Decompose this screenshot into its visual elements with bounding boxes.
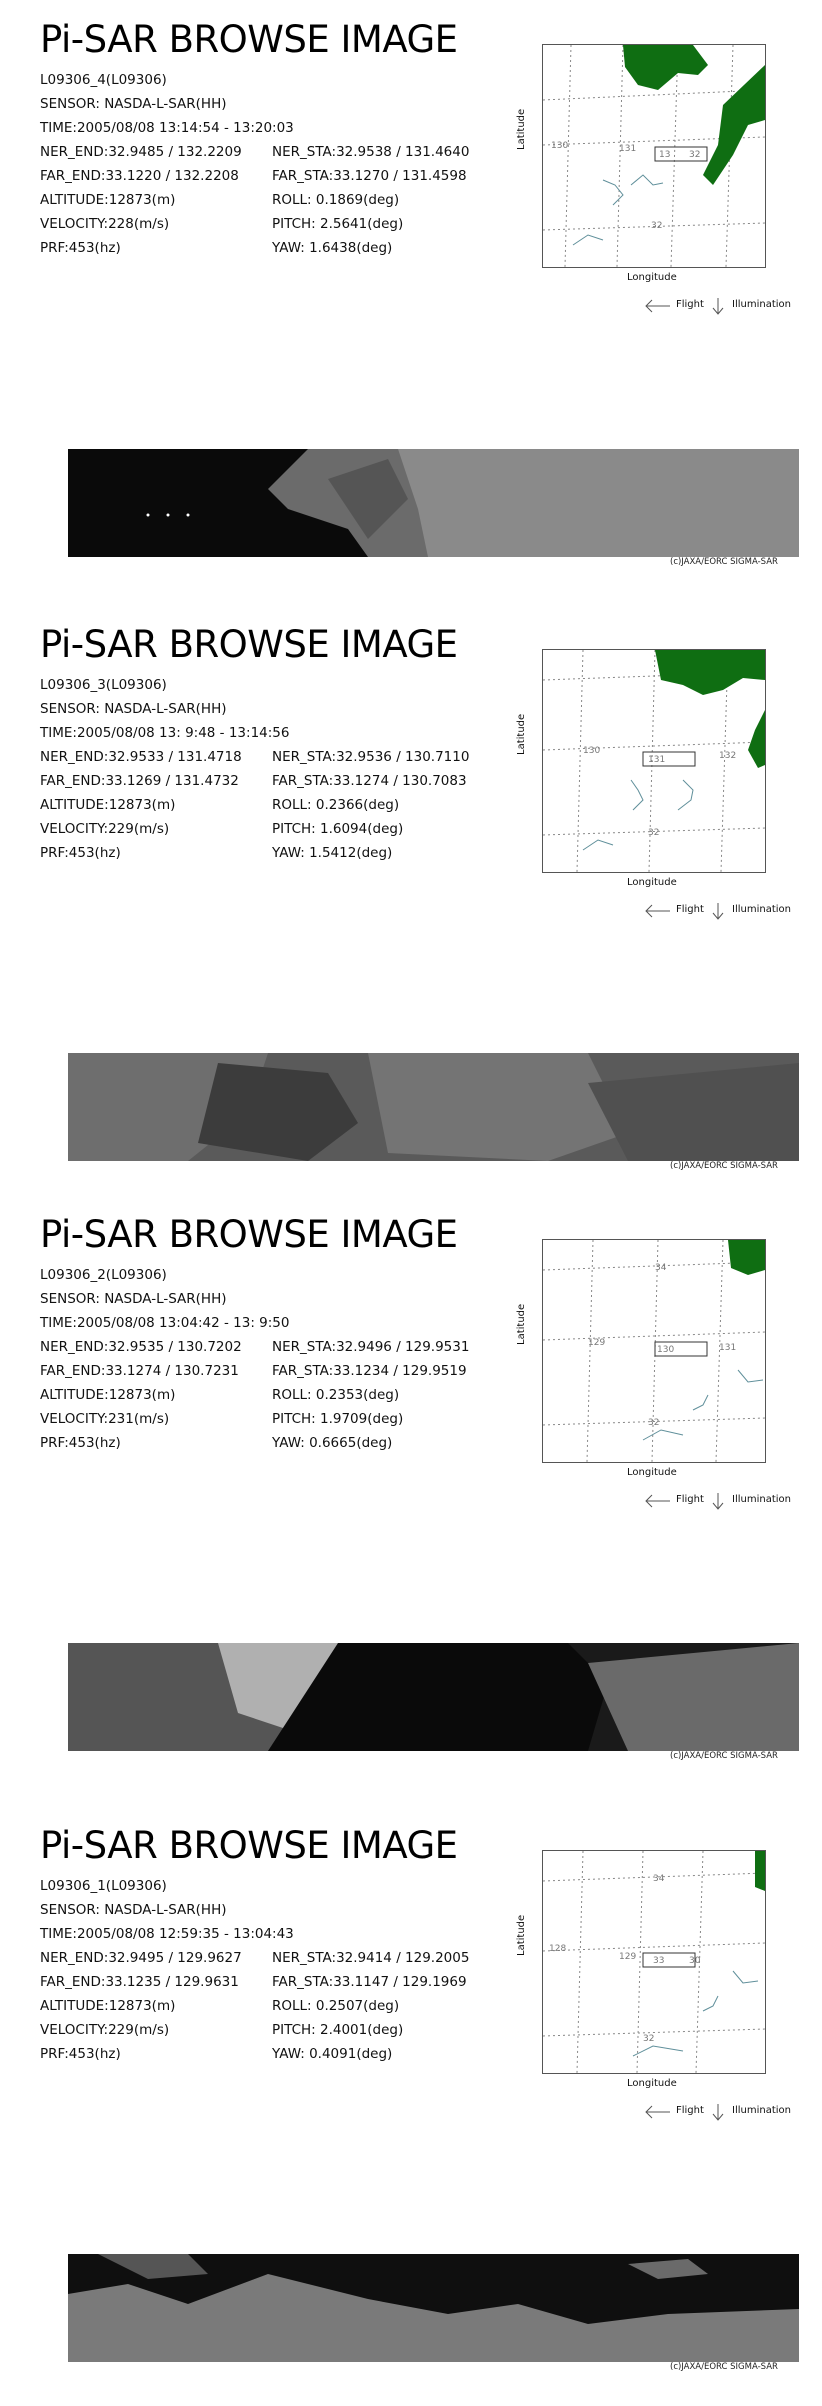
- credit-text: (c)JAXA/EORC SIGMA-SAR: [670, 2362, 778, 2372]
- location-map: [542, 1850, 766, 2074]
- illumination-label: Illumination: [732, 299, 791, 310]
- time-text: TIME:2005/08/08 13:14:54 - 13:20:03: [40, 120, 294, 136]
- arrow-down-icon: [710, 296, 726, 316]
- latitude-axis-label: Latitude: [516, 1914, 527, 1956]
- far-sta-text: FAR_STA:33.1270 / 131.4598: [272, 168, 467, 184]
- pitch-text: PITCH: 2.4001(deg): [272, 2022, 404, 2038]
- time-text: TIME:2005/08/08 12:59:35 - 13:04:43: [40, 1926, 294, 1942]
- prf-text: PRF:453(hz): [40, 240, 121, 256]
- lat-tick: 34: [655, 1263, 667, 1273]
- sar-strip-image: [68, 1643, 799, 1751]
- far-end-text: FAR_END:33.1269 / 131.4732: [40, 773, 239, 789]
- velocity-text: VELOCITY:229(m/s): [40, 2022, 170, 2038]
- ner-end-text: NER_END:32.9535 / 130.7202: [40, 1339, 242, 1355]
- velocity-text: VELOCITY:231(m/s): [40, 1411, 170, 1427]
- section-title: Pi-SAR BROWSE IMAGE: [40, 1213, 458, 1256]
- sensor-text: SENSOR: NASDA-L-SAR(HH): [40, 96, 227, 112]
- roll-text: ROLL: 0.2353(deg): [272, 1387, 400, 1403]
- flight-legend: [642, 296, 802, 316]
- ner-sta-text: NER_STA:32.9496 / 129.9531: [272, 1339, 470, 1355]
- longitude-axis-label: Longitude: [627, 877, 677, 888]
- lon-tick: 131: [648, 755, 666, 765]
- browse-section-3: [0, 1195, 822, 1795]
- sar-strip-image: [68, 449, 799, 557]
- far-sta-text: FAR_STA:33.1147 / 129.1969: [272, 1974, 467, 1990]
- section-title: Pi-SAR BROWSE IMAGE: [40, 1824, 458, 1867]
- lon-tick: 131: [619, 144, 637, 154]
- lon-tick: 128: [549, 1944, 567, 1954]
- lon-tick: 129: [619, 1952, 637, 1962]
- longitude-axis-label: Longitude: [627, 272, 677, 283]
- lon-tick: 130: [551, 141, 569, 151]
- scene-id: L09306_3(L09306): [40, 677, 167, 693]
- far-end-text: FAR_END:33.1235 / 129.9631: [40, 1974, 239, 1990]
- browse-section-2: [0, 605, 822, 1205]
- browse-section-4: [0, 1806, 822, 2406]
- lon-tick: 131: [719, 1343, 737, 1353]
- ner-sta-text: NER_STA:32.9538 / 131.4640: [272, 144, 470, 160]
- sar-strip-image: [68, 1053, 799, 1161]
- far-end-text: FAR_END:33.1274 / 130.7231: [40, 1363, 239, 1379]
- flight-legend: [642, 1491, 802, 1511]
- lat-tick: 34: [653, 1874, 665, 1884]
- longitude-axis-label: Longitude: [627, 1467, 677, 1478]
- lon-tick: 13: [659, 150, 671, 160]
- altitude-text: ALTITUDE:12873(m): [40, 1387, 176, 1403]
- ner-sta-text: NER_STA:32.9536 / 130.7110: [272, 749, 470, 765]
- roll-text: ROLL: 0.2507(deg): [272, 1998, 400, 2014]
- yaw-text: YAW: 1.6438(deg): [272, 240, 393, 256]
- ner-end-text: NER_END:32.9495 / 129.9627: [40, 1950, 242, 1966]
- lon-tick: 130: [583, 746, 601, 756]
- altitude-text: ALTITUDE:12873(m): [40, 1998, 176, 2014]
- section-title: Pi-SAR BROWSE IMAGE: [40, 18, 458, 61]
- lon-tick: 129: [588, 1338, 606, 1348]
- sensor-text: SENSOR: NASDA-L-SAR(HH): [40, 1291, 227, 1307]
- roll-text: ROLL: 0.2366(deg): [272, 797, 400, 813]
- flight-label: Flight: [676, 904, 704, 915]
- lat-tick: 32: [643, 2034, 655, 2044]
- yaw-text: YAW: 0.6665(deg): [272, 1435, 393, 1451]
- credit-text: (c)JAXA/EORC SIGMA-SAR: [670, 1751, 778, 1761]
- lon-tick: 30: [689, 1956, 701, 1966]
- section-title: Pi-SAR BROWSE IMAGE: [40, 623, 458, 666]
- arrow-left-icon: [642, 901, 672, 921]
- lat-tick: 32: [648, 1418, 660, 1428]
- pitch-text: PITCH: 1.6094(deg): [272, 821, 404, 837]
- lat-tick: 32: [648, 828, 660, 838]
- arrow-down-icon: [710, 901, 726, 921]
- latitude-axis-label: Latitude: [516, 108, 527, 150]
- arrow-left-icon: [642, 2102, 672, 2122]
- prf-text: PRF:453(hz): [40, 1435, 121, 1451]
- credit-text: (c)JAXA/EORC SIGMA-SAR: [670, 557, 778, 567]
- flight-label: Flight: [676, 1494, 704, 1505]
- ner-end-text: NER_END:32.9485 / 132.2209: [40, 144, 242, 160]
- flight-label: Flight: [676, 299, 704, 310]
- ner-sta-text: NER_STA:32.9414 / 129.2005: [272, 1950, 470, 1966]
- far-sta-text: FAR_STA:33.1274 / 130.7083: [272, 773, 467, 789]
- velocity-text: VELOCITY:228(m/s): [40, 216, 170, 232]
- location-map: [542, 1239, 766, 1463]
- sensor-text: SENSOR: NASDA-L-SAR(HH): [40, 701, 227, 717]
- lon-tick: 32: [689, 150, 701, 160]
- yaw-text: YAW: 0.4091(deg): [272, 2046, 393, 2062]
- arrow-down-icon: [710, 1491, 726, 1511]
- pitch-text: PITCH: 1.9709(deg): [272, 1411, 404, 1427]
- pitch-text: PITCH: 2.5641(deg): [272, 216, 404, 232]
- altitude-text: ALTITUDE:12873(m): [40, 797, 176, 813]
- credit-text: (c)JAXA/EORC SIGMA-SAR: [670, 1161, 778, 1171]
- flight-legend: [642, 901, 802, 921]
- flight-legend: [642, 2102, 802, 2122]
- latitude-axis-label: Latitude: [516, 1303, 527, 1345]
- lat-tick: 32: [651, 221, 663, 231]
- flight-label: Flight: [676, 2105, 704, 2116]
- prf-text: PRF:453(hz): [40, 845, 121, 861]
- prf-text: PRF:453(hz): [40, 2046, 121, 2062]
- arrow-left-icon: [642, 1491, 672, 1511]
- scene-id: L09306_4(L09306): [40, 72, 167, 88]
- arrow-left-icon: [642, 296, 672, 316]
- lon-tick: 33: [653, 1956, 665, 1966]
- arrow-down-icon: [710, 2102, 726, 2122]
- illumination-label: Illumination: [732, 1494, 791, 1505]
- location-map: [542, 649, 766, 873]
- browse-section-1: [0, 0, 822, 600]
- sar-strip-image: [68, 2254, 799, 2362]
- illumination-label: Illumination: [732, 904, 791, 915]
- location-map: [542, 44, 766, 268]
- ner-end-text: NER_END:32.9533 / 131.4718: [40, 749, 242, 765]
- far-end-text: FAR_END:33.1220 / 132.2208: [40, 168, 239, 184]
- roll-text: ROLL: 0.1869(deg): [272, 192, 400, 208]
- time-text: TIME:2005/08/08 13:04:42 - 13: 9:50: [40, 1315, 290, 1331]
- lon-tick: 132: [719, 751, 737, 761]
- longitude-axis-label: Longitude: [627, 2078, 677, 2089]
- time-text: TIME:2005/08/08 13: 9:48 - 13:14:56: [40, 725, 290, 741]
- yaw-text: YAW: 1.5412(deg): [272, 845, 393, 861]
- far-sta-text: FAR_STA:33.1234 / 129.9519: [272, 1363, 467, 1379]
- lon-tick: 130: [657, 1345, 675, 1355]
- velocity-text: VELOCITY:229(m/s): [40, 821, 170, 837]
- illumination-label: Illumination: [732, 2105, 791, 2116]
- scene-id: L09306_2(L09306): [40, 1267, 167, 1283]
- scene-id: L09306_1(L09306): [40, 1878, 167, 1894]
- altitude-text: ALTITUDE:12873(m): [40, 192, 176, 208]
- latitude-axis-label: Latitude: [516, 713, 527, 755]
- sensor-text: SENSOR: NASDA-L-SAR(HH): [40, 1902, 227, 1918]
